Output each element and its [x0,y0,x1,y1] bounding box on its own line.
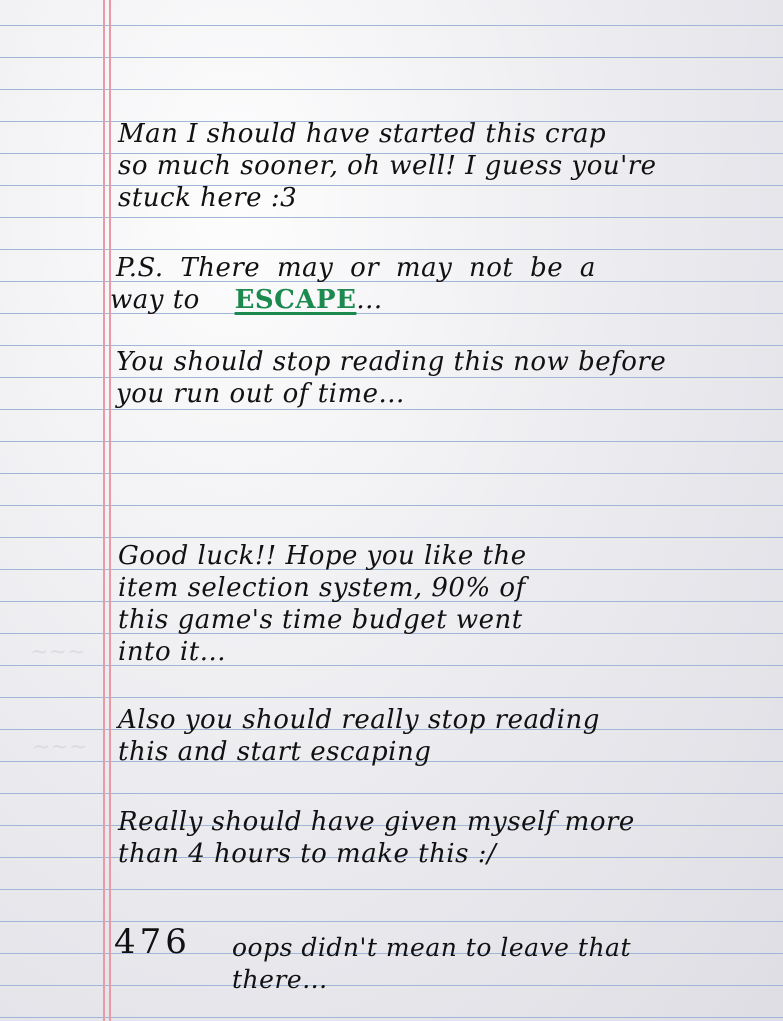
ruled-line [0,441,783,442]
ruled-line [0,249,783,250]
code-number: 476 [114,922,191,962]
paragraph-oops [232,932,631,996]
text-line: you run out of time... [116,379,405,409]
ruled-line [0,89,783,90]
ruled-line [0,25,783,26]
text-line: Really should have given myself more [118,807,635,837]
paragraph-four-hours [118,806,635,870]
text-line: P.S. There may or may not be a [116,253,596,283]
paragraph-ps-escape [110,252,596,316]
text-fragment: ... [356,285,383,315]
text-line: this and start escaping [118,737,432,767]
text-line: than 4 hours to make this :/ [118,839,497,869]
text-line: stuck here :3 [118,183,298,213]
ruled-line [0,473,783,474]
ruled-line [0,537,783,538]
text-line: Man I should have started this crap [118,119,607,149]
text-line: so much sooner, oh well! I guess you're [118,151,657,181]
ghost-writing: ~~~ [30,640,86,665]
text-line [110,284,596,316]
ruled-line [0,793,783,794]
text-line: Also you should really stop reading [118,705,600,735]
ruled-line [0,505,783,506]
text-line: this game's time budget went [118,605,523,635]
paragraph-started-late [118,118,657,214]
paragraph-start-escaping [118,704,600,768]
text-line: oops didn't mean to leave that [232,933,632,962]
paragraph-good-luck [118,540,527,668]
ruled-line [0,1017,783,1018]
margin-line-right [109,0,111,1021]
text-line: there... [232,965,328,994]
ruled-line [0,57,783,58]
margin-line-left [103,0,105,1021]
text-fragment: way to [110,285,200,315]
text-line: You should stop reading this now before [116,347,667,377]
ghost-writing: ~~~ [32,735,88,760]
text-line: Good luck!! Hope you like the [118,541,527,571]
text-line: item selection system, 90% of [118,573,526,603]
ruled-line [0,889,783,890]
escape-word: ESCAPE [234,285,357,315]
ruled-line [0,697,783,698]
paragraph-stop-reading [116,346,666,410]
ruled-line [0,217,783,218]
text-line: into it... [118,637,226,667]
